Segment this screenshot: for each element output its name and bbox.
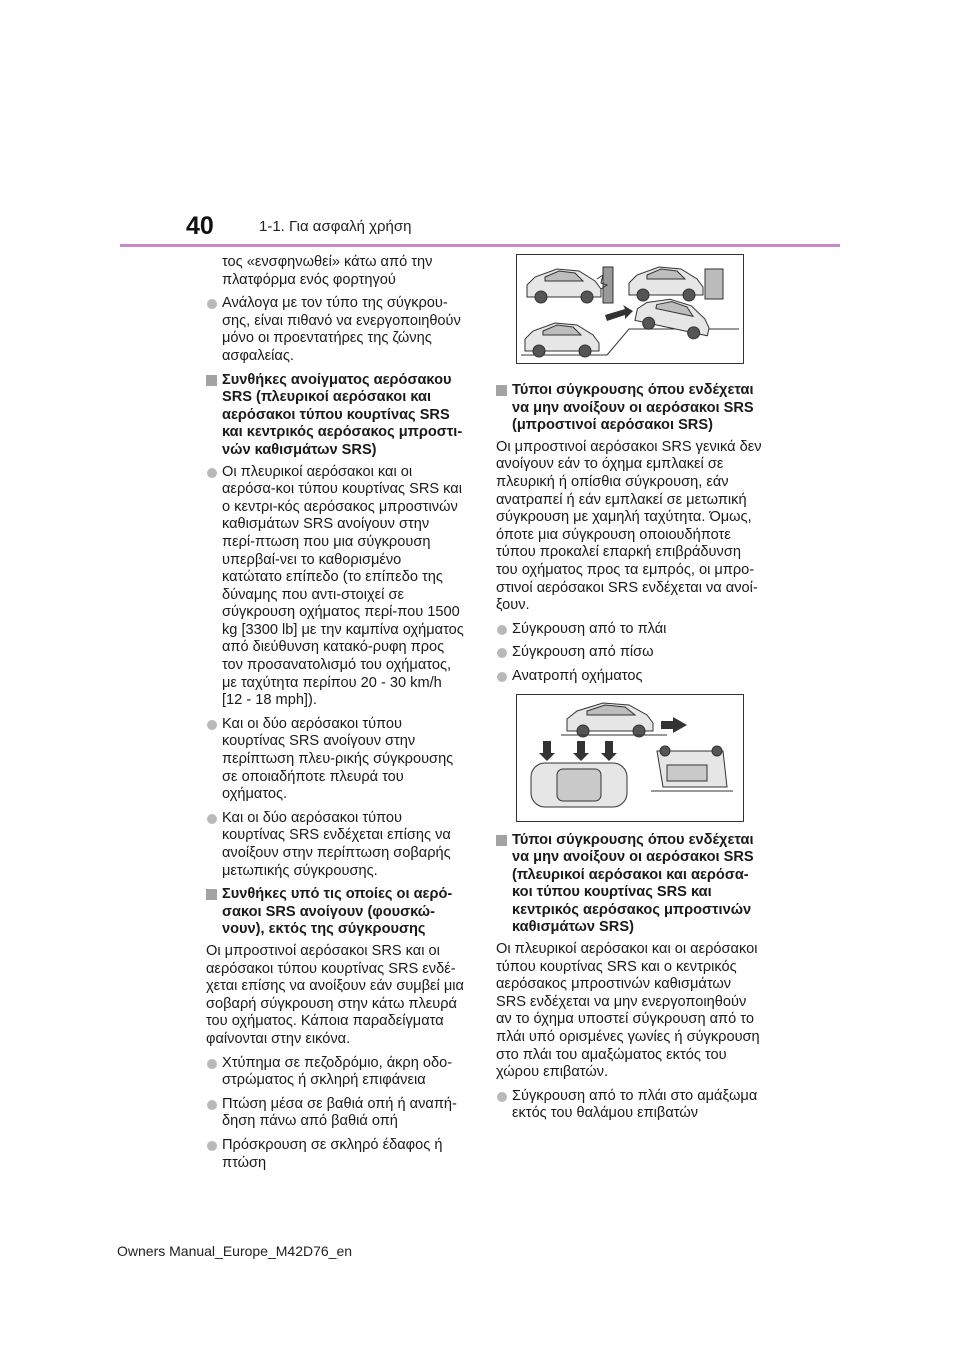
bullet-icon [207,1059,217,1069]
bullet-icon [207,1141,217,1151]
car-icon [531,763,627,807]
list-item [496,668,762,686]
bullet-text: Χτύπημα σε πεζοδρόμιο, άκρη οδο-στρώματος ή σκληρή επιφάνεια [222,1054,453,1089]
body-paragraph: Οι μπροστινοί αερόσακοι SRS και οι αερόσακοι τύπου κουρτίνας SRS ενδέ-χεται επίσης να ανοίξουν εάν συμβεί μια σοβαρή σύγκρουση στην κάτω πλευρά του οχήματος. Κάποια παραδείγματα φαίνονται στην εικόνα. [206,942,464,1047]
bullet-icon [497,648,507,658]
left-column [206,254,464,1178]
bullet-text: Ανάλογα με τον τύπο της σύγκρου-σης, είναι πιθανό να ενεργοποιηθούν μόνο οι προεντατήρες της ζώνης ασφαλείας. [222,295,461,364]
section-heading [206,372,464,460]
body-paragraph: Οι πλευρικοί αερόσακοι και οι αερόσακοι τύπου κουρτίνας SRS και ο κεντρικός αερόσακος μπροστινών καθισμάτων SRS ενδέχεται να μην ενεργοποιηθούν αν το όχημα υποστεί σύγκρουση από το πλάι υπό ορισμένες γωνίες ή σύγκρουση στο πλάι του αμαξώματος εκτός του χώρου επιβατών. [496,941,760,1081]
list-item [206,716,464,804]
bullet-text: Πρόσκρουση σε σκληρό έδαφος ή πτώση [222,1136,443,1171]
list-item [206,295,464,365]
bullet-text: Ανατροπή οχήματος [512,667,643,684]
bullet-icon [497,625,507,635]
page-number: 40 [186,212,214,240]
right-column [496,254,762,1129]
bullet-text: Σύγκρουση από το πλάι [512,620,667,637]
bullet-text: Πτώση μέσα σε βαθιά οπή ή αναπή-δηση πάνω από βαθιά οπή [222,1095,457,1130]
continuation-text: τος «ενσφηνωθεί» κάτω από την πλατφόρμα ενός φορτηγού [222,254,433,288]
list-item [496,621,762,639]
section-title: 1-1. Για ασφαλή χρήση [259,218,412,235]
list-item [206,810,464,880]
footer-text: Owners Manual_Europe_M42D76_en [117,1243,353,1259]
list-item [206,1055,464,1090]
square-bullet-icon [496,385,507,396]
heading-text: Τύποι σύγκρουσης όπου ενδέχεται να μην ανοίξουν οι αερόσακοι SRS (μπροστινοί αερόσακοι SRS) [512,382,754,434]
bullet-icon [207,1100,217,1110]
heading-text: Συνθήκες υπό τις οποίες οι αερό-σακοι SRS ανοίγουν (φουσκώ-νουν), εκτός της σύγκρουσης [222,886,453,938]
car-icon [527,269,601,303]
list-item [206,1137,464,1172]
car-icon [525,323,599,357]
heading-text: Τύποι σύγκρουσης όπου ενδέχεται να μην ανοίξουν οι αερόσακοι SRS (πλευρικοί αερόσακοι και αερόσα-κοι τύπου κουρτίνας SRS και κεντρικός αερόσακος μπροστινών καθισμάτων SRS) [512,831,754,936]
bullet-icon [207,720,217,730]
body-paragraph: Οι μπροστινοί αερόσακοι SRS γενικά δεν ανοίγουν εάν το όχημα εμπλακεί σε πλευρική ή οπίσθια σύγκρουση, εάν ανατραπεί ή εάν εμπλακεί σε μετωπική σύγκρουση με χαμηλή ταχύτητα. Όμως, όποτε μια σύγκρουση οποιουδήποτε τύπου προκαλεί επαρκή επιβράδυνση του οχήματος προς τα εμπρός, οι μπρο-στινοί αερόσακοι SRS ενδέχεται να ανοί-ξουν. [496,438,762,614]
bullet-icon [497,672,507,682]
collision-illustration-side-rear-rollover [516,694,744,822]
collision-illustration-front [516,254,744,364]
car-icon [629,267,703,301]
car-icon [657,746,727,787]
bullet-text: Σύγκρουση από το πλάι στο αμάξωμα εκτός του θαλάμου επιβατών [512,1087,758,1122]
bullet-text: Και οι δύο αερόσακοι τύπου κουρτίνας SRS ανοίγουν στην περίπτωση πλευ-ρικής σύγκρουσης σε οποιαδήποτε πλευρά του οχήματος. [222,715,454,803]
square-bullet-icon [496,835,507,846]
list-item [206,464,464,710]
section-heading [206,886,464,939]
square-bullet-icon [206,375,217,386]
bullet-icon [207,468,217,478]
bullet-text: Και οι δύο αερόσακοι τύπου κουρτίνας SRS ενδέχεται επίσης να ανοίξουν στην περίπτωση σοβαρής μετωπικής σύγκρουσης. [222,809,451,879]
header-divider [120,244,840,247]
list-item [496,644,762,662]
list-item [496,1088,762,1123]
section-heading [496,832,762,938]
list-item [206,1096,464,1131]
heading-text: Συνθήκες ανοίγματος αερόσακου SRS (πλευρικοί αερόσακοι και αερόσακοι τύπου κουρτίνας SRS και κεντρικός αερόσακος μπροστι-νών καθισμάτων SRS) [222,371,463,458]
car-icon [567,703,653,737]
bullet-text: Σύγκρουση από πίσω [512,644,654,661]
bullet-icon [207,299,217,309]
bullet-icon [207,814,217,824]
square-bullet-icon [206,889,217,900]
bullet-icon [497,1092,507,1102]
section-heading [496,382,762,435]
bullet-text: Οι πλευρικοί αερόσακοι και οι αερόσα-κοι τύπου κουρτίνας SRS και ο κεντρι-κός αερόσακος μπροστινών καθισμάτων SRS ανοίγουν στην περί-πτωση που μια σύγκρουση υπερβαί-νει το καθορισμένο κατώτατο επίπεδο (το επίπεδο της δύναμης που αντι-στοιχεί σε σύγκρουση οχήματος περί-που 1500 kg [3300 lb] με την καμπίνα οχήματος από διεύθυνση κατακό-ρυφη προς τον προσανατολισμό του οχήματος, με ταχύτητα περίπου 20 - 30 km/h [12 - 18 mph]). [222,463,464,709]
